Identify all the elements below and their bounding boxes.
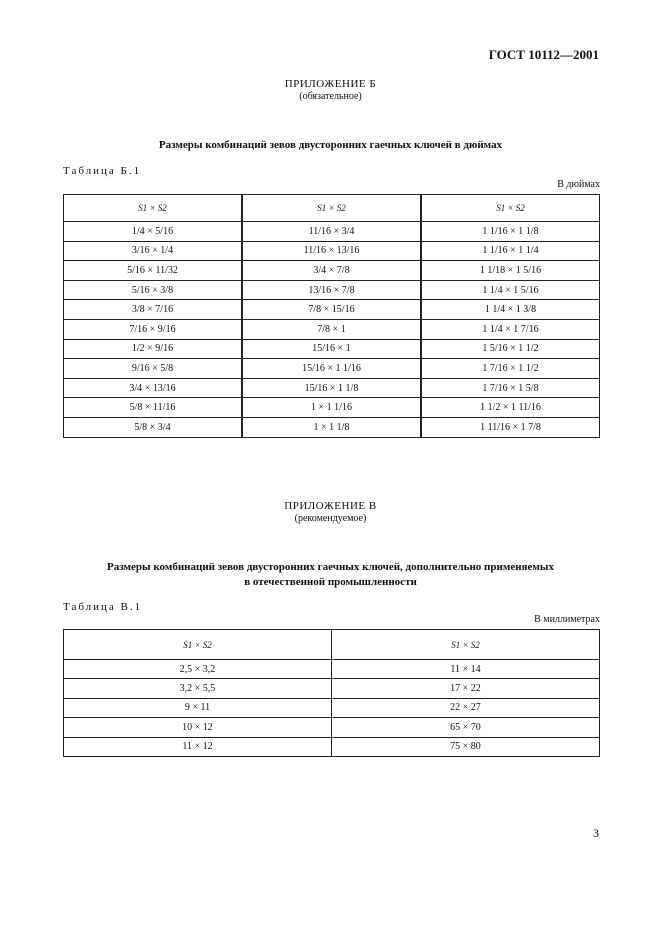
annex-b-subtitle: (обязательное) xyxy=(299,91,362,102)
column-header: S1 × S2 xyxy=(64,630,332,660)
table-cell: 1 1/4 × 1 5/16 xyxy=(421,280,600,300)
table-v1 xyxy=(63,629,600,757)
table-row xyxy=(64,398,600,418)
table-cell: 75 × 80 xyxy=(332,737,600,756)
column-header: S1 × S2 xyxy=(242,195,421,222)
table-row xyxy=(64,660,600,679)
table-row xyxy=(64,222,600,242)
table-row xyxy=(64,679,600,698)
table-cell: 5/16 × 11/32 xyxy=(64,261,242,281)
column-header: S1 × S2 xyxy=(332,630,600,660)
table-cell: 7/16 × 9/16 xyxy=(64,319,242,339)
table-cell: 1 1/4 × 1 3/8 xyxy=(421,300,600,320)
table-cell: 3/4 × 7/8 xyxy=(242,261,421,281)
table-cell: 1 1/2 × 1 11/16 xyxy=(421,398,600,418)
annex-v-section-title-line2: в отечественной промышленности xyxy=(244,576,417,588)
table-cell: 13/16 × 7/8 xyxy=(242,280,421,300)
table-cell: 10 × 12 xyxy=(64,718,332,737)
table-cell: 3/8 × 7/16 xyxy=(64,300,242,320)
table-row xyxy=(64,359,600,379)
table-cell: 17 × 22 xyxy=(332,679,600,698)
column-header: S1 × S2 xyxy=(64,195,242,222)
table-cell: 1 7/16 × 1 1/2 xyxy=(421,359,600,379)
table-cell: 1/4 × 5/16 xyxy=(64,222,242,242)
table-cell: 1 × 1 1/16 xyxy=(242,398,421,418)
table-row xyxy=(64,339,600,359)
table-row xyxy=(64,241,600,261)
table-b1-units: В дюймах xyxy=(557,179,600,190)
table-v1-label: Таблица В.1 xyxy=(63,601,143,613)
table-cell: 11 × 14 xyxy=(332,660,600,679)
table-header-row xyxy=(64,195,600,222)
table-row xyxy=(64,261,600,281)
table-b1-label: Таблица Б.1 xyxy=(63,165,142,177)
annex-v-section-title-line1: Размеры комбинаций зевов двусторонних гаечных ключей, дополнительно применяемых xyxy=(107,561,554,573)
table-cell: 22 × 27 xyxy=(332,698,600,717)
table-cell: 11/16 × 3/4 xyxy=(242,222,421,242)
table-cell: 5/8 × 11/16 xyxy=(64,398,242,418)
annex-b-section-title: Размеры комбинаций зевов двусторонних гаечных ключей в дюймах xyxy=(158,139,503,151)
table-row xyxy=(64,718,600,737)
table-v1-units: В миллиметрах xyxy=(534,614,600,625)
table-cell: 1 1/16 × 1 1/4 xyxy=(421,241,600,261)
table-cell: 11 × 12 xyxy=(64,737,332,756)
page-number: 3 xyxy=(593,826,599,840)
document-code: ГОСТ 10112—2001 xyxy=(488,47,599,62)
table-header-row xyxy=(64,630,600,660)
table-row xyxy=(64,319,600,339)
table-cell: 1 1/18 × 1 5/16 xyxy=(421,261,600,281)
table-cell: 1 7/16 × 1 5/8 xyxy=(421,378,600,398)
table-cell: 3/4 × 13/16 xyxy=(64,378,242,398)
table-cell: 11/16 × 13/16 xyxy=(242,241,421,261)
table-row xyxy=(64,737,600,756)
table-cell: 15/16 × 1 xyxy=(242,339,421,359)
table-cell: 3/16 × 1/4 xyxy=(64,241,242,261)
table-cell: 15/16 × 1 1/8 xyxy=(242,378,421,398)
table-cell: 1/2 × 9/16 xyxy=(64,339,242,359)
table-cell: 2,5 × 3,2 xyxy=(64,660,332,679)
table-cell: 7/8 × 1 xyxy=(242,319,421,339)
table-row xyxy=(64,698,600,717)
table-cell: 1 11/16 × 1 7/8 xyxy=(421,417,600,437)
table-row xyxy=(64,300,600,320)
table-cell: 5/16 × 3/8 xyxy=(64,280,242,300)
table-b1 xyxy=(63,194,600,438)
column-header: S1 × S2 xyxy=(421,195,600,222)
table-cell: 65 × 70 xyxy=(332,718,600,737)
table-cell: 1 1/4 × 1 7/16 xyxy=(421,319,600,339)
table-cell: 9 × 11 xyxy=(64,698,332,717)
table-row xyxy=(64,417,600,437)
table-row xyxy=(64,378,600,398)
table-cell: 1 × 1 1/8 xyxy=(242,417,421,437)
table-cell: 7/8 × 15/16 xyxy=(242,300,421,320)
table-cell: 3,2 × 5,5 xyxy=(64,679,332,698)
table-cell: 15/16 × 1 1/16 xyxy=(242,359,421,379)
table-cell: 9/16 × 5/8 xyxy=(64,359,242,379)
annex-b-title: ПРИЛОЖЕНИЕ Б xyxy=(284,78,377,90)
table-cell: 5/8 × 3/4 xyxy=(64,417,242,437)
table-cell: 1 5/16 × 1 1/2 xyxy=(421,339,600,359)
annex-v-title: ПРИЛОЖЕНИЕ В xyxy=(284,500,377,512)
annex-v-subtitle: (рекомендуемое) xyxy=(294,513,367,524)
table-cell: 1 1/16 × 1 1/8 xyxy=(421,222,600,242)
table-row xyxy=(64,280,600,300)
